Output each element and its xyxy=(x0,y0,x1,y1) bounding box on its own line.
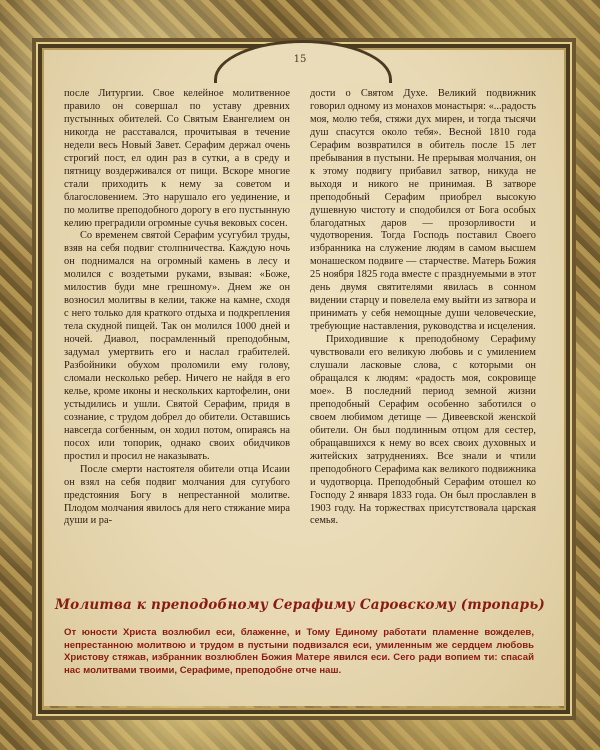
paragraph: Со временем святой Серафим усугубил труды, взяв на себя подвиг столпничества. Каждую ночь он поднимался на огромный камень в лесу и молился с воздетыми руками, взывая: «Боже, милостив буди мне грешному». Днем же он возносил молитвы в келии, также на камне, сходя с него только для краткого отдыха и подкрепления тела скудной пищей. Так он молился 1000 дней и ночей. Диавол, посрамленный преподобным, задумал умертвить его и наслал грабителей. Разбойники обухом проломили ему голову, сломали несколько ребер. Ничего не найдя в его келье, кроме иконы и нескольких картофелин, они устыдились и ушли. Святой Серафим, придя в сознание, с трудом добрел до обители. Оставшись навсегда согбенным, он ходил потом, опираясь на посох или топорик, однако своих обидчиков простил и просил не наказывать. xyxy=(64,230,290,462)
left-text-column xyxy=(64,88,290,528)
prayer-text: От юности Христа возлюбил еси, блаженне, и Тому Единому работати пламенне вожделев, непрестанною молитвою и трудом в пустыни подвизался еси, умиленным же сердцем любовь Христову стяжав, избранник возлюблен Божия Матере явился еси. Сего ради вопием ти: спасай нас молитвами твоими, Серафиме, преподобне отче наш. xyxy=(64,627,534,676)
paragraph: Приходившие к преподобному Серафиму чувствовали его великую любовь и с умилением слушали ласковые слова, с которыми он обращался к людям: «радость моя, сокровище мое». В последний период земной жизни преподобный Серафим особенно заботился о своем любимом детище — Дивеевской женской обители. Он был подлинным отцом для сестер, обращавшихся к нему во всех своих духовных и житейских затруднениях. Все знали и чтили преподобного Серафима как великого подвижника и чудотворца. Преподобный Серафим отошел ко Господу 2 января 1833 года. Он был прославлен в 1903 году. На торжествах присутствовала царская семья. xyxy=(310,334,536,527)
paragraph: после Литургии. Свое келейное молитвенное правило он совершал по уставу древних пустынных обителей. Со Святым Евангелием он никогда не расставался, прочитывая в течение недели весь Новый Завет. Серафим держал очень строгий пост, ел один раз в сутки, а в среду и пятницу воздерживался от пищи. Вскоре многие стали приходить к нему за советом и благословением. Это нарушало его уединение, и по молитве преподобного дорогу в его пустынную келию преградили огромные сучья вековых сосен. xyxy=(64,88,290,229)
right-text-column xyxy=(310,88,536,528)
paragraph: После смерти настоятеля обители отца Исаии он взял на себя подвиг молчания для сугубого предстояния Богу в непрестанной молитве. Плодом молчания явилось для него стяжание мира души и ра- xyxy=(64,463,290,527)
page-number: 15 xyxy=(293,54,307,65)
prayer-title: Молитва к преподобному Серафиму Саровскому (тропарь) xyxy=(54,597,546,613)
paragraph: дости о Святом Духе. Великий подвижник говорил одному из монахов монастыря: «...радость моя, молю тебя, стяжи дух мирен, и тогда тысячи душ спасутся около тебя». Весной 1810 года Серафим возвратился в обитель после 15 лет пребывания в пустыни. Не прерывая молчания, он к этому подвигу прибавил затвор, никуда не выходя и никого не принимая. В затворе преподобный Серафим приобрел высокую душевную чистоту и сподобился от Бога особых благодатных даров — прозорливости и чудотворения. Тогда Господь поставил Своего избранника на служение людям в самом высшем монашеском подвиге — старчестве. Матерь Божия 25 ноября 1825 года вместе с празднуемыми в этот день двумя святителями явилась в сонном видении старцу и повелела ему выйти из затвора и принимать у себя немощные души человеческие, требующие наставления, руководства и исцеления. xyxy=(310,88,536,333)
